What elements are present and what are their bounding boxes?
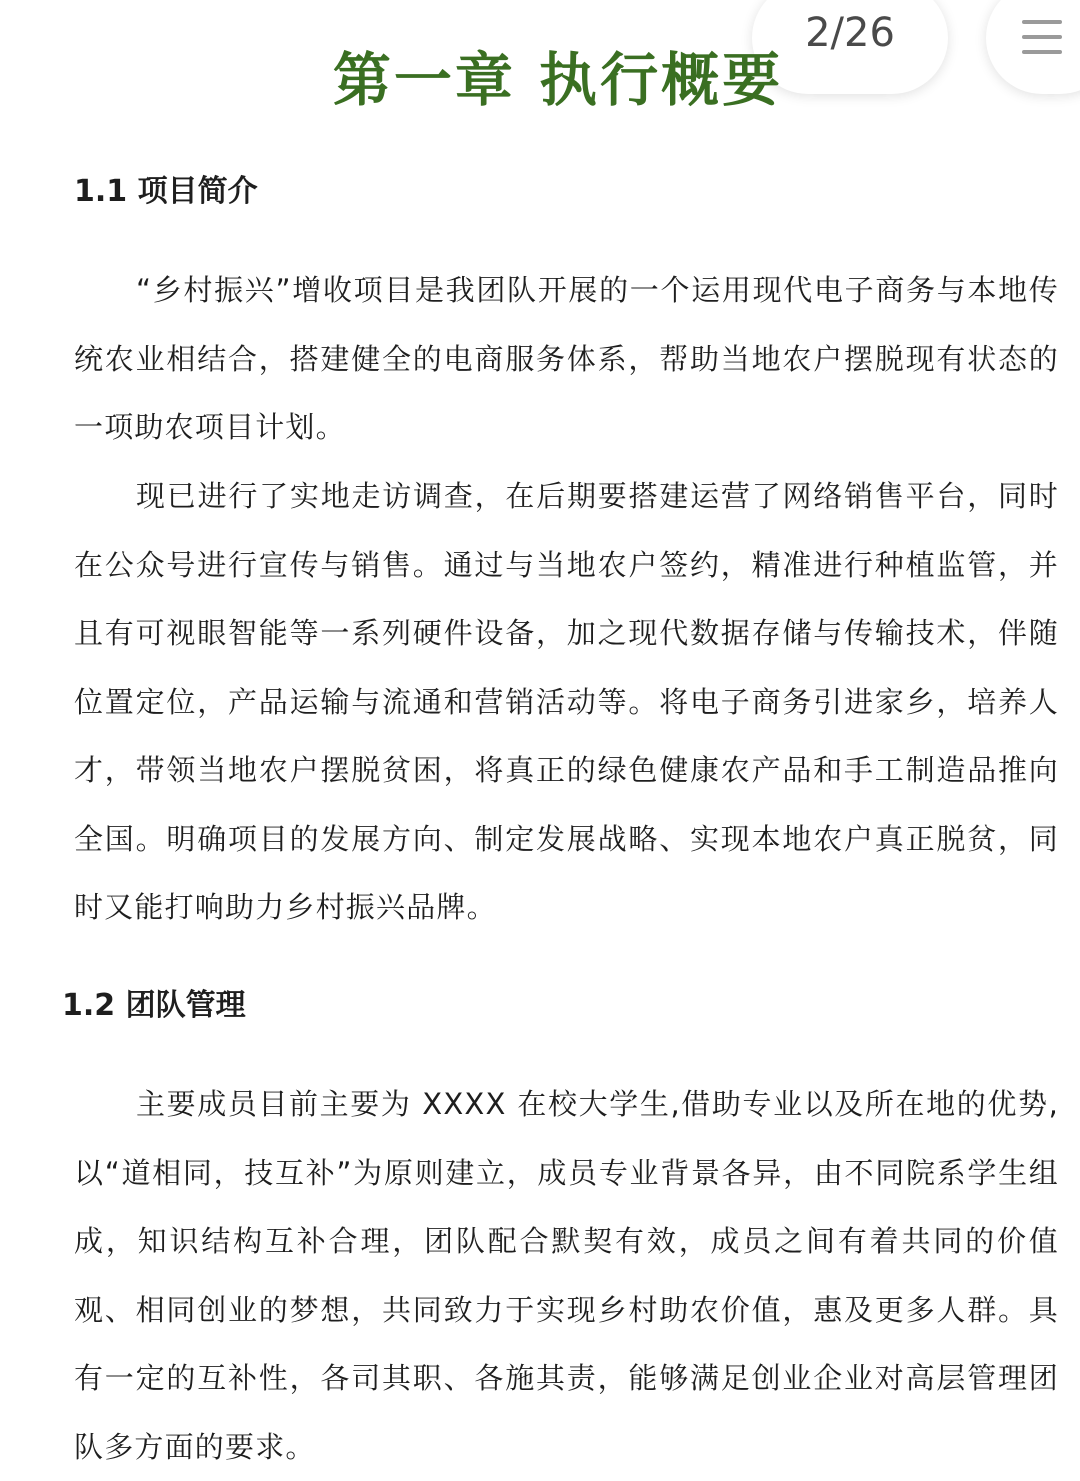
page-indicator-label: 2/26 [805,10,895,56]
chapter-title: 第一章 执行概要 [332,46,784,114]
paragraph-project-details: 现已进行了实地走访调查，在后期要搭建运营了网络销售平台，同时在公众号进行宣传与销售。通过与当地农户签约，精准进行种植监管，并且有可视眼智能等一系列硬件设备，加之现代数据存储与传输技术，伴随位置定位，产品运输与流通和营销活动等。将电子商务引进家乡，培养人才，带领当地农户摆脱贫困，将真正的绿色健康农产品和手工制造品推向全国。明确项目的发展方向、制定发展战略、实现本地农户真正脱贫，同时又能打响助力乡村振兴品牌。 [74,479,1059,924]
paragraph-team-management: 主要成员目前主要为 XXXX 在校大学生,借助专业以及所在地的优势,以“道相同，技互补”为原则建立，成员专业背景各异，由不同院系学生组成，知识结构互补合理，团队配合默契有效，成员之间有着共同的价值观、相同创业的梦想，共同致力于实现乡村助农价值，惠及更多人群。具有一定的互补性，各司其职、各施其责，能够满足创业企业对高层管理团队多方面的要求。 [74,1087,1059,1464]
section-heading-1-1: 1.1 项目简介 [74,174,258,209]
section-heading-1-2: 1.2 团队管理 [62,988,246,1023]
paragraph-project-intro: “乡村振兴”增收项目是我团队开展的一个运用现代电子商务与本地传统农业相结合，搭建健全的电商服务体系，帮助当地农户摆脱现有状态的一项助农项目计划。 [74,273,1059,444]
